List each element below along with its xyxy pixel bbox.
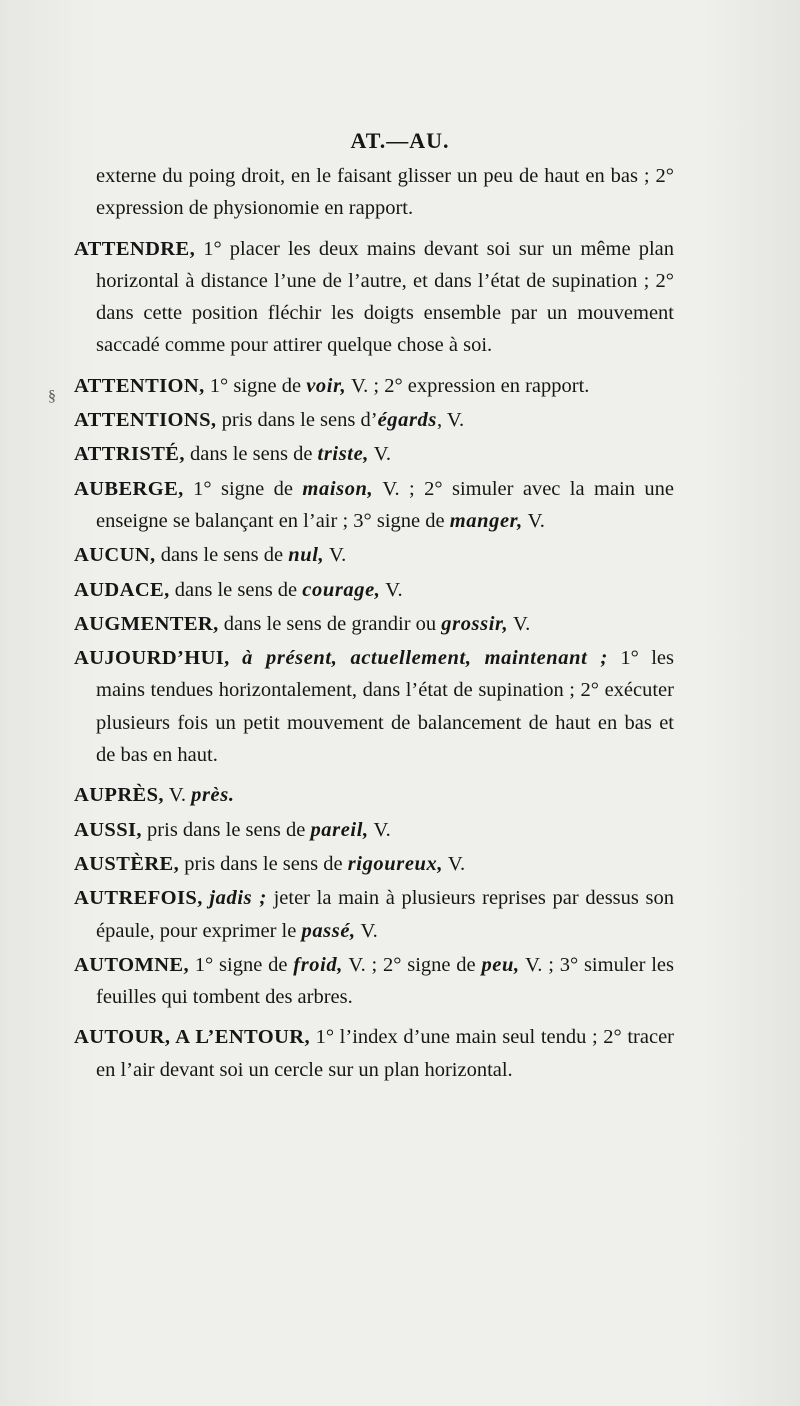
cross-reference: manger, xyxy=(449,509,523,532)
entry-austere xyxy=(74,848,674,880)
entry-autour xyxy=(74,1021,674,1086)
entry-text: 1° signe de xyxy=(204,374,307,397)
cross-reference: pareil, xyxy=(310,818,369,841)
entry-text: V. ; 2° signe de xyxy=(343,953,482,976)
entry-text: V. xyxy=(324,544,347,567)
entry-autrefois xyxy=(74,882,674,947)
entry-text: dans le sens de xyxy=(169,578,303,601)
cross-reference: jadis ; xyxy=(209,887,267,910)
entry-headword: AUJOURD’HUI, xyxy=(74,647,230,670)
entry-headword: AUSTÈRE, xyxy=(74,852,180,875)
entry-text: pris dans le sens de xyxy=(179,852,348,875)
entry-text: pris dans le sens d’ xyxy=(216,409,378,432)
entry-text: 1° signe de xyxy=(183,477,303,500)
entry-text: 1° les mains tendues horizontalement, dans l’état de supination ; 2° exécuter plusieurs fois un petit mouvement de balancement de haut en bas et de bas en haut. xyxy=(96,647,674,767)
cross-reference: peu, xyxy=(481,953,520,976)
cross-reference: grossir, xyxy=(441,612,509,635)
entry-headword: AUGMENTER, xyxy=(74,612,219,635)
entry-text: , V. xyxy=(436,409,465,432)
running-header: AT.—AU. xyxy=(350,128,450,153)
cross-reference: froid, xyxy=(293,953,343,976)
entry-audace xyxy=(74,574,674,606)
entry-text: dans le sens de xyxy=(155,544,289,567)
entry-text: 1° l’index d’une main seul tendu ; 2° tracer en l’air devant soi un cercle sur un plan horizontal. xyxy=(96,1026,675,1081)
entry-aujourdhui xyxy=(74,642,674,771)
entry-text: V. ; 2° simuler avec la main une enseigne se balançant en l’air ; 3° signe de xyxy=(96,477,675,532)
cross-reference: passé, xyxy=(301,919,356,942)
entry-headword: ATTENDRE, xyxy=(74,237,196,260)
entry-headword: AUPRÈS, xyxy=(74,784,164,807)
entry-text: V. ; 3° simuler les feuilles qui tombent des arbres. xyxy=(96,953,674,1009)
entry-augmenter xyxy=(74,608,674,640)
cross-reference: voir, xyxy=(306,374,347,397)
entry-headword: AUTREFOIS, xyxy=(74,887,203,910)
entry-attentions xyxy=(74,404,674,436)
entry-auberge xyxy=(74,473,674,538)
entry-attriste xyxy=(74,438,674,470)
cross-reference: maison, xyxy=(302,477,374,500)
entry-text: 1° placer les deux mains devant soi sur un même plan horizontal à distance l’une de l’autre, et dans l’état de supination ; 2° dans cette position fléchir les doigts ensemble par un mouvement saccadé comme pour attirer quelque chose à soi. xyxy=(96,237,674,357)
entry-headword: ATTENTION, xyxy=(74,374,205,397)
cross-reference: près. xyxy=(191,784,235,807)
entry-automne xyxy=(74,949,674,1014)
entry-text: V. xyxy=(522,509,545,532)
entry-text: V. xyxy=(368,818,391,841)
entry-headword: AUSSI, xyxy=(74,818,142,841)
entry-text: V. xyxy=(163,784,192,807)
entry-text: 1° signe de xyxy=(189,953,294,976)
entry-text: V. xyxy=(508,612,531,635)
entry-text: dans le sens de xyxy=(184,443,318,466)
cross-reference: triste, xyxy=(317,443,370,466)
entry-headword: ATTRISTÉ, xyxy=(74,443,185,466)
entry-headword: ATTENTIONS, xyxy=(74,409,217,432)
entry-headword: AUTOMNE, xyxy=(74,953,190,976)
cross-reference: égards xyxy=(377,409,437,432)
entry-text: jeter la main à plusieurs reprises par dessus son épaule, pour exprimer le xyxy=(96,887,675,942)
dictionary-text xyxy=(74,160,674,1086)
entry-attendre xyxy=(74,233,674,362)
cross-reference: à présent, actuellement, maintenant ; xyxy=(242,647,608,670)
entry-aucun xyxy=(74,539,674,571)
entry-text: V. xyxy=(443,852,466,875)
cross-reference: rigoureux, xyxy=(347,852,444,875)
entry-text: V. xyxy=(380,578,403,601)
entry-attention xyxy=(74,370,674,402)
entry-text: V. xyxy=(355,919,378,942)
entry-headword: AUDACE, xyxy=(74,578,170,601)
margin-mark: § xyxy=(48,388,56,405)
entry-headword: AUBERGE, xyxy=(74,477,184,500)
entry-headword: AUCUN, xyxy=(74,544,156,567)
entry-aussi xyxy=(74,814,674,846)
entry-aupres xyxy=(74,779,674,811)
entry-continuation xyxy=(74,160,674,225)
cross-reference: courage, xyxy=(302,578,381,601)
entry-text: V. xyxy=(369,443,392,466)
entry-text xyxy=(230,647,242,669)
entry-text: dans le sens de grandir ou xyxy=(218,612,442,635)
entry-text: pris dans le sens de xyxy=(141,818,311,841)
cross-reference: nul, xyxy=(288,544,325,567)
entry-text: V. ; 2° expression en rapport. xyxy=(346,374,590,397)
entry-text: externe du poing droit, en le faisant glisser un peu de haut en bas ; 2° expression de physionomie en rapport. xyxy=(96,165,674,220)
entry-headword: AUTOUR, A L’ENTOUR, xyxy=(74,1026,311,1049)
